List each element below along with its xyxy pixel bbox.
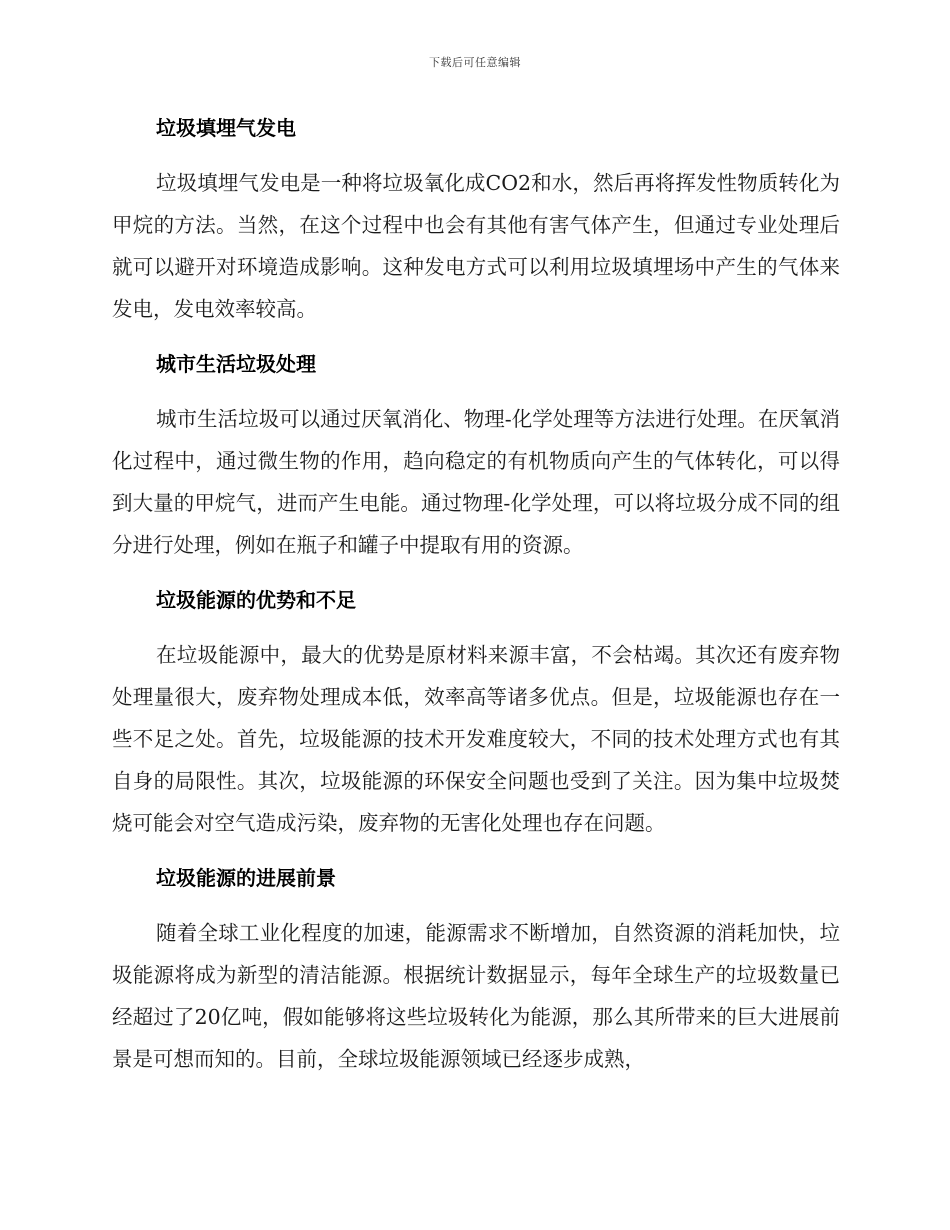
section-title: 垃圾填埋气发电 bbox=[156, 116, 296, 140]
paragraph: 随着全球工业化程度的加速，能源需求不断增加，自然资源的消耗加快，垃圾能源将成为新型的清洁能源。根据统计数据显示，每年全球生产的垃圾数量已经超过了20亿吨，假如能够将这些垃圾转化为能源，那么其所带来的巨大进展前景是可想而知的。目前，全球垃圾能源领域已经逐步成熟， bbox=[112, 921, 840, 1071]
page-header: 下载后可任意编辑 bbox=[429, 56, 521, 69]
paragraph: 垃圾填埋气发电是一种将垃圾氧化成CO2和水，然后再将挥发性物质转化为甲烷的方法。当然，在这个过程中也会有其他有害气体产生，但通过专业处理后就可以避开对环境造成影响。这种发电方式可以利用垃圾填埋场中产生的气体来发电，发电效率较高。 bbox=[112, 171, 840, 321]
section-title: 垃圾能源的优势和不足 bbox=[156, 588, 356, 612]
section-title: 垃圾能源的进展前景 bbox=[156, 866, 336, 890]
paragraph: 在垃圾能源中，最大的优势是原材料来源丰富，不会枯竭。其次还有废弃物处理量很大，废弃物处理成本低，效率高等诸多优点。但是，垃圾能源也存在一些不足之处。首先，垃圾能源的技术开发难度较大，不同的技术处理方式也有其自身的局限性。其次，垃圾能源的环保安全问题也受到了关注。因为集中垃圾焚烧可能会对空气造成污染，废弃物的无害化处理也存在问题。 bbox=[112, 643, 840, 835]
section-landfill-gas bbox=[112, 108, 840, 330]
section-municipal-waste bbox=[112, 344, 840, 566]
paragraph: 城市生活垃圾可以通过厌氧消化、物理-化学处理等方法进行处理。在厌氧消化过程中，通过微生物的作用，趋向稳定的有机物质向产生的气体转化，可以得到大量的甲烷气，进而产生电能。通过物理-化学处理，可以将垃圾分成不同的组分进行处理，例如在瓶子和罐子中提取有用的资源。 bbox=[112, 407, 840, 557]
section-prospects bbox=[112, 858, 840, 1080]
section-title: 城市生活垃圾处理 bbox=[156, 352, 316, 376]
section-pros-cons bbox=[112, 580, 840, 844]
document-body bbox=[112, 108, 840, 1094]
